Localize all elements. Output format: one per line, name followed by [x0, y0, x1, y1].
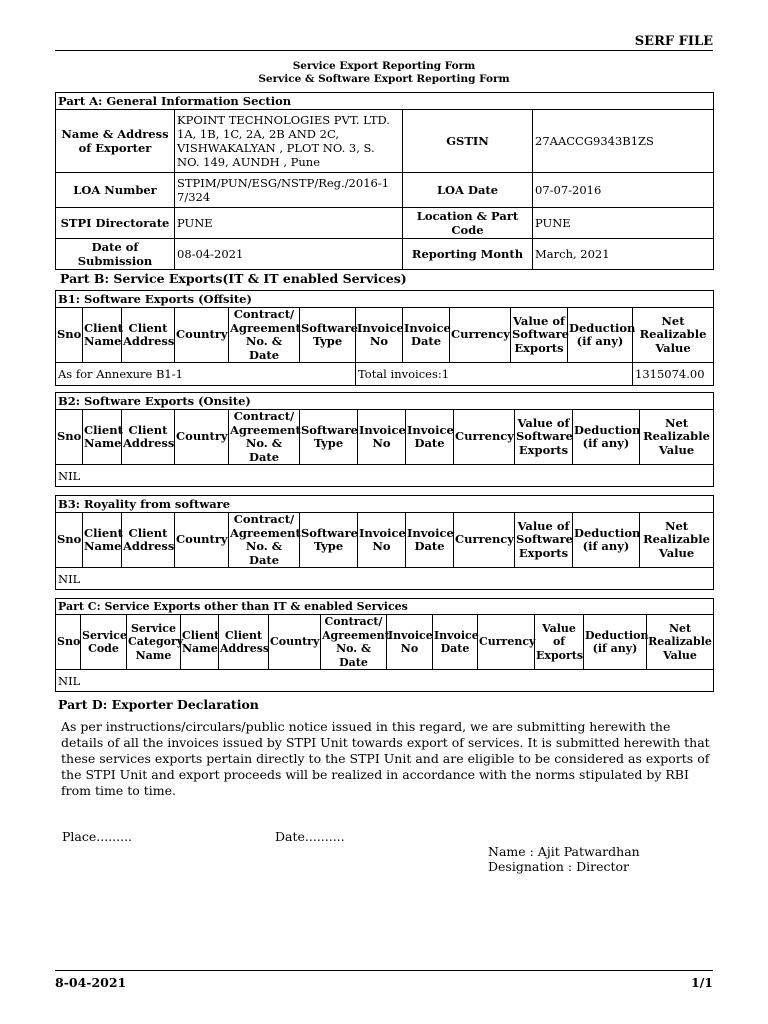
location-value: PUNE: [533, 208, 714, 239]
col-country: Country: [175, 410, 229, 465]
loa-number-label: LOA Number: [56, 173, 175, 208]
col-net: Net Realizable Value: [633, 308, 714, 363]
form-title: Service Export Reporting Form: [292, 60, 476, 72]
col-invoice-no: Invoice No: [356, 308, 403, 363]
col-currency: Currency: [478, 615, 535, 670]
col-invoice-no: Invoice No: [358, 410, 406, 465]
col-currency: Currency: [450, 308, 511, 363]
col-country: Country: [175, 308, 229, 363]
col-client-address: Client Address: [122, 308, 175, 363]
stpi-label: STPI Directorate: [56, 208, 175, 239]
bottom-divider: [55, 970, 713, 971]
col-service-category: Service Category Name: [127, 615, 181, 670]
b1-annexure: As for Annexure B1-1: [56, 363, 356, 386]
exporter-value: KPOINT TECHNOLOGIES PVT. LTD. 1A, 1B, 1C, 2A, 2B AND 2C, VISHWAKALYAN , PLOT NO. 3, S. NO. 149, AUNDH , Pune: [175, 110, 403, 173]
col-sno: Sno: [56, 513, 83, 568]
col-currency: Currency: [454, 410, 515, 465]
month-value: March, 2021: [533, 239, 714, 270]
col-value: Value of Software Exports: [515, 410, 573, 465]
col-service-code: Service Code: [81, 615, 127, 670]
col-contract: Contract/ Agreement No. & Date: [230, 512, 301, 567]
col-net: Net Realizable Value: [647, 615, 714, 670]
stpi-value: PUNE: [175, 208, 403, 239]
signatory-designation: Designation : Director: [488, 859, 630, 874]
col-sno: Sno: [56, 410, 83, 465]
col-client-address: Client Address: [122, 410, 175, 465]
col-client-address: Client Address: [219, 615, 269, 670]
b3-title: B3: Royality from software: [56, 496, 714, 513]
loa-number-value: STPIM/PUN/ESG/NSTP/Reg./2016-17/324: [175, 173, 403, 208]
col-invoice-date: Invoice Date: [433, 615, 478, 670]
col-invoice-no: Invoice No: [358, 513, 406, 568]
col-client-name: Client Name: [83, 410, 122, 465]
col-deduction: Deduction (if any): [568, 308, 633, 363]
part-c-title: Part C: Service Exports other than IT & enabled Services: [56, 599, 714, 615]
col-country: Country: [269, 615, 321, 670]
col-invoice-no: Invoice No: [387, 615, 433, 670]
col-sno: Sno: [56, 615, 81, 670]
loa-date-value: 07-07-2016: [533, 173, 714, 208]
b1-table: [55, 290, 714, 386]
gstin-value: 27AACCG9343B1ZS: [533, 110, 714, 173]
col-value: Value of Software Exports: [511, 308, 568, 363]
footer-page: 1/1: [691, 975, 713, 990]
col-currency: Currency: [454, 513, 515, 568]
col-invoice-date: Invoice Date: [403, 308, 450, 363]
submission-value: 08-04-2021: [175, 239, 403, 270]
col-client-address: Client Address: [122, 513, 175, 568]
col-net: Net Realizable Value: [640, 410, 714, 465]
top-divider: [55, 50, 713, 51]
date-field: Date..........: [275, 829, 345, 844]
col-software-type: Software Type: [300, 410, 358, 465]
col-invoice-date: Invoice Date: [406, 410, 454, 465]
col-software-type: Software Type: [300, 308, 356, 363]
col-sno: Sno: [56, 308, 83, 363]
gstin-label: GSTIN: [403, 110, 533, 173]
exporter-label: Name & Address of Exporter: [56, 110, 175, 173]
part-c-nil: NIL: [56, 670, 714, 692]
col-client-name: Client Name: [83, 308, 122, 363]
part-a-table: [55, 92, 714, 270]
part-c-table: [55, 598, 714, 692]
col-deduction: Deduction (if any): [584, 615, 647, 670]
col-country: Country: [175, 513, 229, 568]
month-label: Reporting Month: [403, 239, 533, 270]
b3-table: [55, 495, 714, 590]
b2-table: [55, 392, 714, 487]
footer-date: 8-04-2021: [55, 975, 127, 990]
col-software-type: Software Type: [300, 513, 358, 568]
col-net: Net Realizable Value: [640, 513, 714, 568]
submission-label: Date of Submission: [56, 239, 175, 270]
b3-nil: NIL: [56, 568, 714, 590]
col-deduction: Deduction (if any): [573, 513, 640, 568]
form-titles: [55, 60, 713, 86]
col-value: Value of Software Exports: [515, 513, 573, 568]
col-invoice-date: Invoice Date: [406, 513, 454, 568]
signatory-name: Name : Ajit Patwardhan: [488, 844, 640, 859]
part-d-title: Part D: Exporter Declaration: [58, 697, 259, 712]
b1-title: B1: Software Exports (Offsite): [56, 291, 714, 308]
col-client-name: Client Name: [83, 513, 122, 568]
col-deduction: Deduction (if any): [573, 410, 640, 465]
b1-net-total: 1315074.00: [633, 363, 714, 386]
col-value: Value of Exports: [535, 615, 584, 670]
b2-title: B2: Software Exports (Onsite): [56, 393, 714, 410]
b2-nil: NIL: [56, 465, 714, 487]
part-b-title: Part B: Service Exports(IT & IT enabled Services): [60, 271, 407, 286]
loa-date-label: LOA Date: [403, 173, 533, 208]
part-a-title: Part A: General Information Section: [56, 93, 714, 110]
declaration-text: As per instructions/circulars/public notice issued in this regard, we are submitting herewith the details of all the invoices issued by STPI Unit towards export of services. It is submitted herewith that these services exports pertain directly to the STPI Unit and are eligible to be considered as exports of the STPI Unit and export proceeds will be realized in accordance with the norms stipulated by RBI from time to time.: [61, 719, 710, 798]
location-label: Location & Part Code: [403, 208, 533, 239]
file-label: SERF FILE: [634, 34, 713, 49]
col-contract: Contract/ Agreement No. & Date: [230, 409, 301, 464]
col-client-name: Client Name: [181, 615, 219, 670]
b1-total-invoices: Total invoices:1: [356, 363, 633, 386]
place-field: Place.........: [62, 829, 133, 844]
col-contract: Contract/ Agreement No. & Date: [322, 615, 390, 669]
col-contract: Contract/ Agreement No. & Date: [230, 307, 301, 362]
form-subtitle: Service & Software Export Reporting Form: [258, 73, 510, 85]
